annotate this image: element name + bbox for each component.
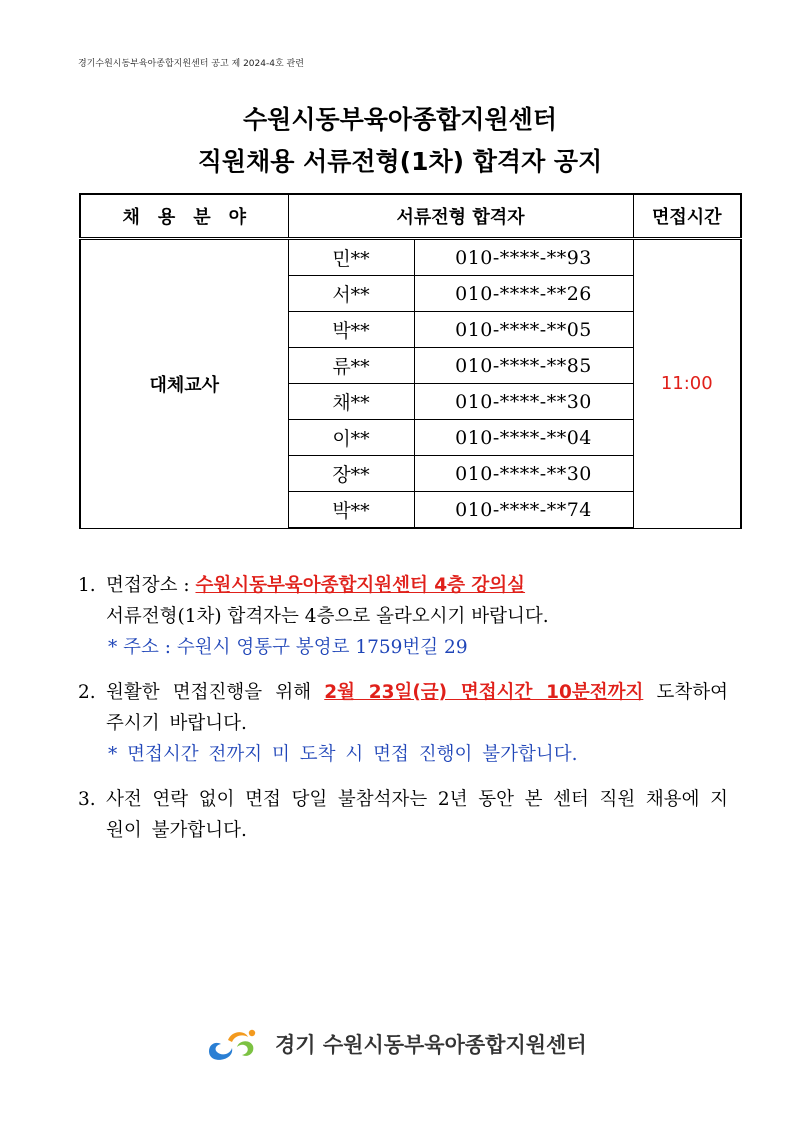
- venue-highlight: 수원시동부육아종합지원센터 4층 강의실: [195, 575, 526, 596]
- notice-number: 3.: [78, 789, 96, 810]
- deadline-highlight: 2월 23일(금) 면접시간 10분전까지: [324, 682, 644, 703]
- passer-phone: 010-****-**30: [414, 456, 633, 492]
- notice-item-2: [78, 677, 728, 770]
- passer-phone: 010-****-**30: [414, 384, 633, 420]
- passer-phone: 010-****-**85: [414, 348, 633, 384]
- notice-item-1: [78, 570, 728, 663]
- passer-name: 채**: [288, 384, 414, 420]
- passer-phone: 010-****-**74: [414, 492, 633, 529]
- passer-name: 장**: [288, 456, 414, 492]
- passer-phone: 010-****-**26: [414, 276, 633, 312]
- header-passers: 서류전형 합격자: [288, 194, 633, 239]
- table-row: [80, 239, 741, 276]
- passer-phone: 010-****-**93: [414, 239, 633, 276]
- notice-text: 도착하여 주시기 바랍니다.: [106, 682, 728, 734]
- logo-green-swirl: [237, 1041, 253, 1056]
- header-time: 면접시간: [633, 194, 741, 239]
- notice-item-3: [78, 784, 728, 846]
- notice-text: 원활한 면접진행을 위해: [106, 682, 325, 703]
- footer: [203, 1024, 587, 1064]
- passer-name: 서**: [288, 276, 414, 312]
- header-field: 채용분야: [80, 194, 288, 239]
- passer-name: 이**: [288, 420, 414, 456]
- logo-orange-arc: [228, 1032, 248, 1042]
- notice-number: 1.: [78, 575, 96, 596]
- page-title-line2: 직원채용 서류전형(1차) 합격자 공지: [197, 147, 603, 176]
- reference-text: 경기수원시동부육아종합지원센터 공고 제 2024-4호 관련: [78, 59, 304, 69]
- notice-text: 사전 연락 없이 면접 당일 불참석자는 2년 동안 본 센터 직원 채용에 지원이 불가합니다.: [106, 789, 728, 841]
- interview-time: 11:00: [633, 239, 741, 529]
- recruit-field: 대체교사: [80, 239, 288, 529]
- notice-list: [78, 570, 728, 860]
- results-table: [79, 193, 742, 529]
- address-note: * 주소 : 수원시 영통구 봉영로 1759번길 29: [108, 637, 468, 658]
- page-title-line1: 수원시동부육아종합지원센터: [243, 105, 557, 134]
- logo-orange-dot: [249, 1030, 255, 1036]
- notice-line: 서류전형(1차) 합격자는 4층으로 올라오시기 바랍니다.: [106, 606, 549, 627]
- warning-note: * 면접시간 전까지 미 도착 시 면접 진행이 불가합니다.: [108, 744, 578, 765]
- table-header-row: [80, 194, 741, 239]
- passer-name: 류**: [288, 348, 414, 384]
- passer-name: 박**: [288, 312, 414, 348]
- org-name: 경기 수원시동부육아종합지원센터: [275, 1033, 587, 1057]
- notice-label: 면접장소 :: [106, 575, 196, 596]
- notice-number: 2.: [78, 682, 96, 703]
- logo-blue-swirl: [209, 1043, 232, 1060]
- passer-name: 민**: [288, 239, 414, 276]
- passer-phone: 010-****-**05: [414, 312, 633, 348]
- org-logo-icon: [203, 1024, 267, 1064]
- passer-phone: 010-****-**04: [414, 420, 633, 456]
- passer-name: 박**: [288, 492, 414, 529]
